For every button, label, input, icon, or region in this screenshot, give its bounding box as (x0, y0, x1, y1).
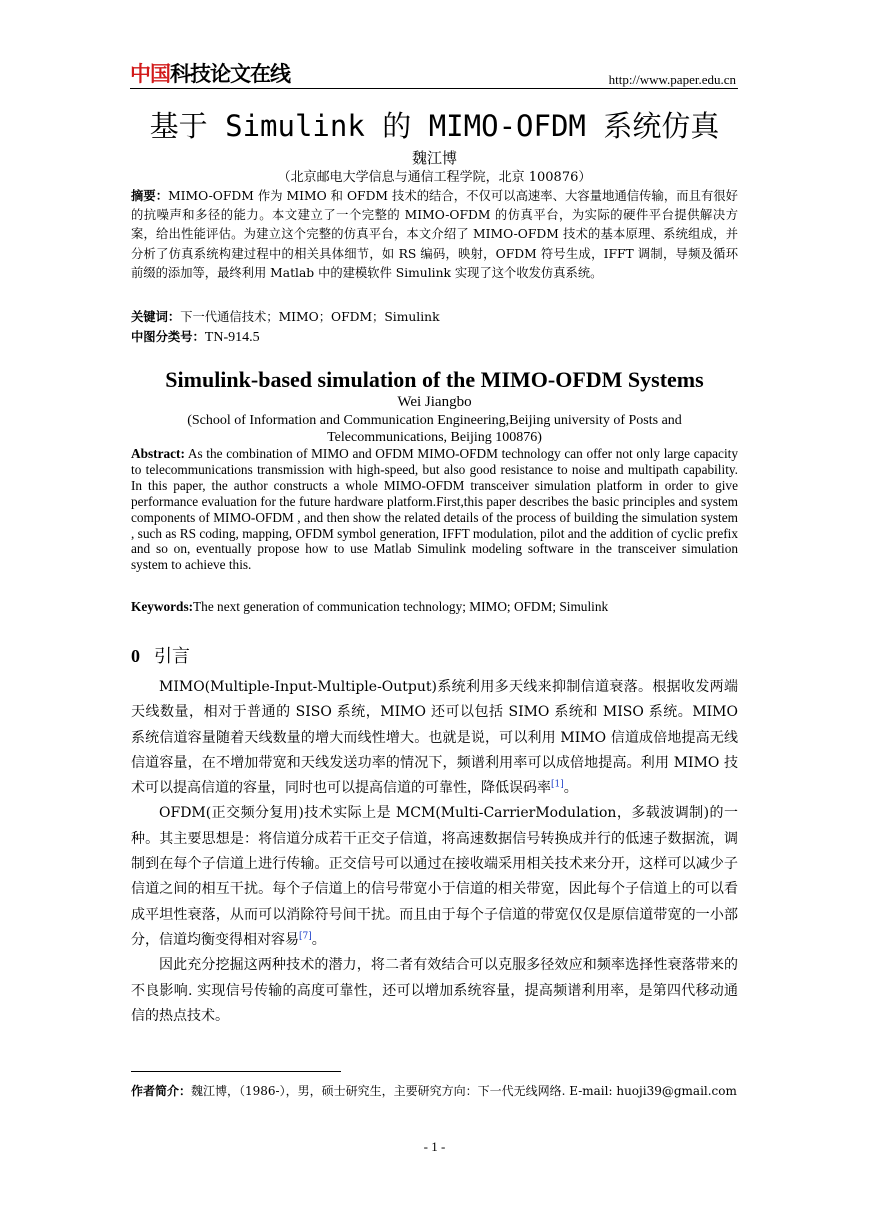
en-affiliation: (School of Information and Communication Engineering,Beijing university of Posts and Telecommunications, Beijing 100876) (187, 413, 682, 445)
zh-title: 基于 Simulink 的 MIMO-OFDM 系统仿真 (149, 109, 720, 143)
en-keywords-text: The next generation of communication technology; MIMO; OFDM; Simulink (193, 599, 609, 614)
header-url[interactable]: http://www.paper.edu.cn (608, 72, 736, 87)
logo-part-black: 科技论文在线 (170, 62, 290, 86)
en-abstract (131, 446, 738, 573)
zh-classification (131, 328, 260, 347)
section-number: 0 (131, 646, 140, 666)
zh-classification-label: 中图分类号： (131, 330, 205, 344)
zh-keywords (131, 308, 440, 327)
zh-abstract-label: 摘要： (131, 189, 169, 203)
zh-affiliation: （北京邮电大学信息与通信工程学院，北京 100876） (277, 170, 592, 185)
footnote-label: 作者简介： (131, 1084, 192, 1098)
en-author: Wei Jiangbo (397, 394, 472, 410)
en-keywords (131, 599, 608, 615)
body-paragraph-1: MIMO(Multiple-Input-Multiple-Output)系统利用多天线来抑制信道衰落。根据收发两端天线数量，相对于普通的 SISO 系统，MIMO 还可以包括 SIMO 系统和 MISO 系统。MIMO 系统信道容量随着天线数量的增大而线性增大。也就是说，可以利用 MIMO 信道成倍地提高无线信道容量，在不增加带宽和天线发送功率的情况下，频谱利用率可以成倍地提高。利用 MIMO 技术可以提高信道的容量，同时也可以提高信道的可靠性，降低误码率[1]。 (131, 679, 738, 797)
header-rule (130, 88, 738, 89)
en-abstract-label: Abstract: (131, 446, 185, 461)
section-title: 引言 (154, 646, 190, 667)
citation-ref-7[interactable]: [7] (299, 931, 312, 942)
section-body (131, 675, 738, 1029)
zh-abstract-text: MIMO-OFDM 作为 MIMO 和 OFDM 技术的结合，不仅可以高速率、大容量地通信传输，而且有很好的抗噪声和多径的能力。本文建立了一个完整的 MIMO-OFDM 的仿真平台，为实际的硬件平台提供解决方案，给出性能评估。为建立这个完整的仿真平台，本文介绍了 MIMO-OFDM 技术的基本原理、系统组成，并分析了仿真系统构建过程中的相关具体细节，如 RS 编码，映射，OFDM 符号生成，IFFT 调制，导频及循环前缀的添加等，最终利用 Matlab 中的建模软件 Simulink 实现了这个收发仿真系统。 (131, 189, 738, 280)
zh-classification-value: TN-914.5 (204, 330, 260, 345)
body-paragraph-2: OFDM(正交频分复用)技术实际上是 MCM(Multi-CarrierModulation，多载波调制)的一种。其主要思想是：将信道分成若干正交子信道，将高速数据信号转换成并行的低速子数据流，调制到在每个子信道上进行传输。正交信号可以通过在接收端采用相关技术来分开，这样可以减少子信道之间的相互干扰。每个子信道上的信号带宽小于信道的相关带宽，因此每个子信道上的可以看成平坦性衰落，从而可以消除符号间干扰。而且由于每个子信道的带宽仅仅是原信道带宽的一小部分，信道均衡变得相对容易[7]。 (131, 805, 738, 948)
zh-keywords-label: 关键词： (131, 310, 181, 324)
en-keywords-label: Keywords: (131, 599, 194, 614)
author-footnote (131, 1083, 741, 1099)
en-title: Simulink-based simulation of the MIMO-OFDM Systems (165, 367, 704, 392)
zh-abstract (131, 187, 738, 283)
en-abstract-text: As the combination of MIMO and OFDM MIMO-OFDM technology can offer not only large capacity to telecommunications transmission with high-speed, but also good resistance to noise and multipath capability. In this paper, the author constructs a whole MIMO-OFDM transceiver simulation platform in order to give performance evaluation for the future hardware platform.First,this paper describes the basic principles and system components of MIMO-OFDM , and then show the related details of the process of building the simulation system , such as RS coding, mapping, OFDM symbol generation, IFFT modulation, pilot and the addition of cyclic prefix and so on, eventually propose how to use Matlab Simulink modeling software in the transceiver simulation system to achieve this. (131, 446, 738, 573)
page-number: - 1 - (423, 1139, 446, 1154)
footnote-text: 魏江博，（1986-），男，硕士研究生，主要研究方向：下一代无线网络. E-mail: huoji39@gmail.com (191, 1084, 737, 1098)
section-heading (131, 645, 190, 668)
citation-ref-1[interactable]: [1] (551, 779, 564, 790)
zh-keywords-text: 下一代通信技术；MIMO；OFDM；Simulink (180, 310, 440, 324)
site-logo (130, 62, 290, 86)
body-paragraph-3: 因此充分挖掘这两种技术的潜力，将二者有效结合可以克服多径效应和频率选择性衰落带来的不良影响. 实现信号传输的高度可靠性，还可以增加系统容量，提高频谱利用率，是第四代移动通信的热点技术。 (131, 957, 738, 1024)
zh-author: 魏江博 (411, 149, 457, 167)
footnote-rule (131, 1071, 341, 1072)
logo-part-red: 中国 (130, 62, 170, 86)
